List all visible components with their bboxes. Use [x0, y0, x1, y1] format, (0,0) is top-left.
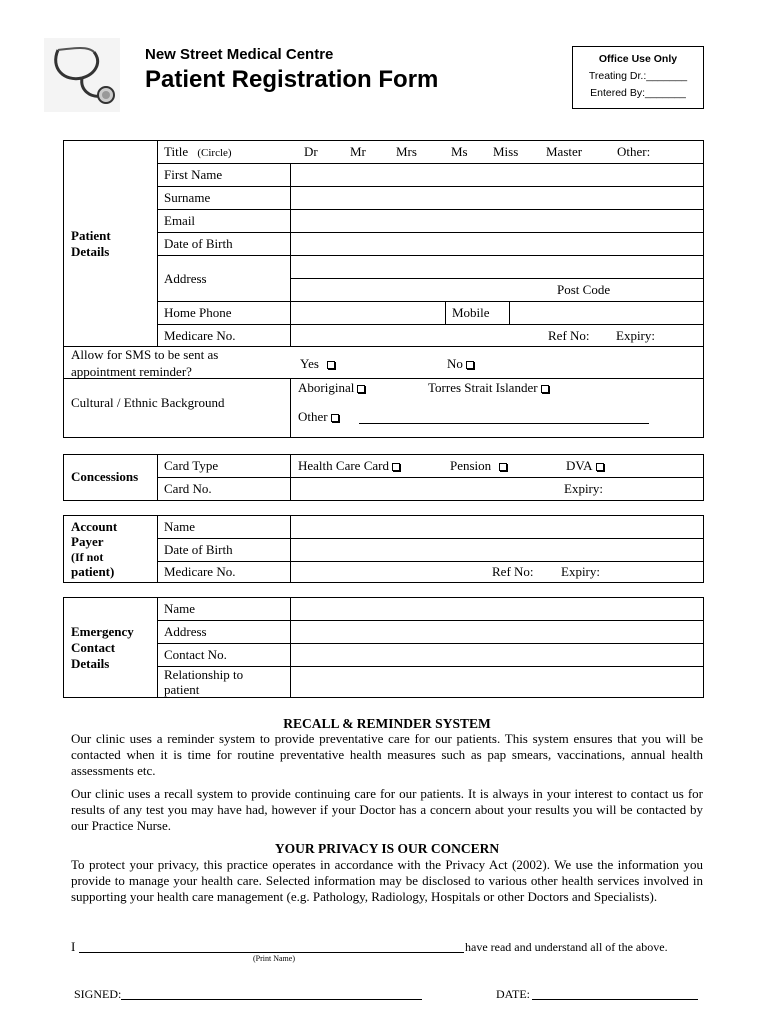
dva-option[interactable]: DVA — [566, 459, 604, 473]
checkbox-icon[interactable] — [331, 414, 339, 422]
title-option-mrs[interactable]: Mrs — [396, 144, 417, 159]
email-label: Email — [164, 213, 196, 228]
account-payer-label-4: patient) — [71, 564, 115, 579]
torres-option[interactable]: Torres Strait Islander — [428, 381, 549, 395]
card-type-label: Card Type — [164, 458, 219, 473]
account-payer-label-3: (If not — [71, 550, 104, 564]
treating-dr-field[interactable]: Treating Dr.:_______ — [588, 70, 688, 82]
recall-paragraph-2: Our clinic uses a recall system to provide continuing care for our patients. It is always in your interest to contact us for results of any test you may have had, however if your Doctor has a concern about your results you will be contacted by our Practice Nurse. — [71, 786, 703, 833]
first-name-label: First Name — [164, 167, 223, 182]
checkbox-icon[interactable] — [357, 385, 365, 393]
relationship-label-2: patient — [164, 682, 200, 697]
privacy-paragraph: To protect your privacy, this practice operates in accordance with the Privacy Act (2002). We use the information you provide to manage your health care. Selected information may be disclosed to various other health services involved in supporting your health care management (e.g. Pathology, Radiology, Hospitals or other Doctors and Specialists). — [71, 857, 703, 904]
payer-name-field[interactable] — [291, 516, 703, 538]
title-option-master[interactable]: Master — [546, 144, 583, 159]
relationship-field[interactable] — [291, 667, 703, 697]
date-line[interactable] — [532, 999, 698, 1000]
sms-yes-option[interactable]: Yes — [300, 357, 335, 371]
mobile-label: Mobile — [452, 305, 490, 320]
payer-medicare-label: Medicare No. — [164, 564, 236, 579]
account-payer-label: Account — [71, 519, 118, 534]
title-option-dr[interactable]: Dr — [304, 144, 318, 159]
entered-by-field[interactable]: Entered By:_______ — [590, 87, 686, 99]
sms-label-2: appointment reminder? — [71, 364, 192, 379]
ref-no-label: Ref No: — [548, 328, 590, 343]
checkbox-icon[interactable] — [327, 361, 335, 369]
checkbox-icon[interactable] — [596, 463, 604, 471]
title-label: Title (Circle) — [164, 144, 232, 159]
recall-heading: RECALL & REMINDER SYSTEM — [283, 716, 491, 731]
checkbox-icon[interactable] — [466, 361, 474, 369]
home-phone-label: Home Phone — [164, 305, 232, 320]
sms-no-option[interactable]: No — [447, 357, 474, 371]
clinic-name: New Street Medical Centre — [145, 46, 334, 63]
checkbox-icon[interactable] — [541, 385, 549, 393]
card-no-field[interactable] — [291, 478, 551, 500]
checkbox-icon[interactable] — [392, 463, 400, 471]
stethoscope-icon — [44, 38, 120, 112]
payer-medicare-field[interactable] — [291, 562, 481, 582]
recall-paragraph-1: Our clinic uses a reminder system to provide preventative care for our patients. This system ensures that you will be contacted when it is time for routine preventative health measures such as pap smears, vaccinations, annual health assessments etc. — [71, 731, 703, 778]
payer-dob-label: Date of Birth — [164, 542, 233, 557]
signature-line[interactable] — [121, 999, 422, 1000]
emergency-label: Emergency — [71, 624, 134, 639]
email-field[interactable] — [291, 210, 703, 232]
have-read-label: have read and understand all of the above. — [465, 940, 668, 954]
surname-field[interactable] — [291, 187, 703, 209]
other-option[interactable]: Other — [298, 410, 339, 424]
print-name-note: (Print Name) — [253, 954, 295, 963]
date-label: DATE: — [496, 987, 530, 1001]
office-use-title: Office Use Only — [598, 53, 678, 65]
signed-label: SIGNED: — [74, 987, 122, 1001]
title-option-other[interactable]: Other: — [617, 144, 651, 159]
emergency-name-label: Name — [164, 601, 196, 616]
stethoscope-logo — [44, 38, 120, 112]
address-field[interactable] — [291, 256, 703, 301]
mobile-field[interactable] — [510, 302, 703, 324]
title-option-ms[interactable]: Ms — [451, 144, 468, 159]
health-care-card-option[interactable]: Health Care Card — [298, 459, 400, 473]
circle-note: (Circle) — [197, 147, 232, 159]
payer-expiry-label: Expiry: — [561, 564, 600, 579]
patient-section-label: Patient — [71, 228, 111, 243]
privacy-heading: YOUR PRIVACY IS OUR CONCERN — [274, 841, 500, 856]
cultural-label: Cultural / Ethnic Background — [71, 395, 225, 410]
dob-field[interactable] — [291, 233, 703, 255]
sms-label: Allow for SMS to be sent as — [71, 347, 219, 362]
address-label: Address — [164, 271, 207, 286]
concessions-label: Concessions — [71, 469, 139, 484]
expiry-label: Expiry: — [616, 328, 655, 343]
checkbox-icon[interactable] — [499, 463, 507, 471]
i-label: I — [71, 939, 76, 954]
dob-label: Date of Birth — [164, 236, 233, 251]
title-option-mr[interactable]: Mr — [350, 144, 366, 159]
office-use-box — [572, 46, 704, 109]
medicare-label: Medicare No. — [164, 328, 236, 343]
card-no-label: Card No. — [164, 481, 212, 496]
home-phone-field[interactable] — [291, 302, 444, 324]
emergency-name-field[interactable] — [291, 598, 703, 620]
title-option-miss[interactable]: Miss — [493, 144, 519, 159]
emergency-address-field[interactable] — [291, 621, 703, 643]
account-payer-label-2: Payer — [71, 534, 104, 549]
surname-label: Surname — [164, 190, 211, 205]
payer-ref-no-label: Ref No: — [492, 564, 534, 579]
payer-name-label: Name — [164, 519, 196, 534]
payer-dob-field[interactable] — [291, 539, 703, 561]
aboriginal-option[interactable]: Aboriginal — [298, 381, 365, 395]
emergency-label-3: Details — [71, 656, 110, 671]
medicare-field[interactable] — [291, 325, 541, 346]
pension-option[interactable]: Pension — [450, 459, 507, 473]
post-code-label: Post Code — [557, 282, 611, 297]
relationship-label: Relationship to — [164, 667, 244, 682]
other-specify-line[interactable] — [359, 423, 649, 424]
emergency-address-label: Address — [164, 624, 207, 639]
print-name-line[interactable] — [79, 952, 464, 953]
emergency-contact-no-field[interactable] — [291, 644, 703, 666]
concession-expiry-label: Expiry: — [564, 481, 603, 496]
patient-section-label-2: Details — [71, 244, 110, 259]
first-name-field[interactable] — [291, 164, 703, 186]
emergency-label-2: Contact — [71, 640, 116, 655]
emergency-contact-no-label: Contact No. — [164, 647, 227, 662]
page-title: Patient Registration Form — [145, 66, 439, 93]
